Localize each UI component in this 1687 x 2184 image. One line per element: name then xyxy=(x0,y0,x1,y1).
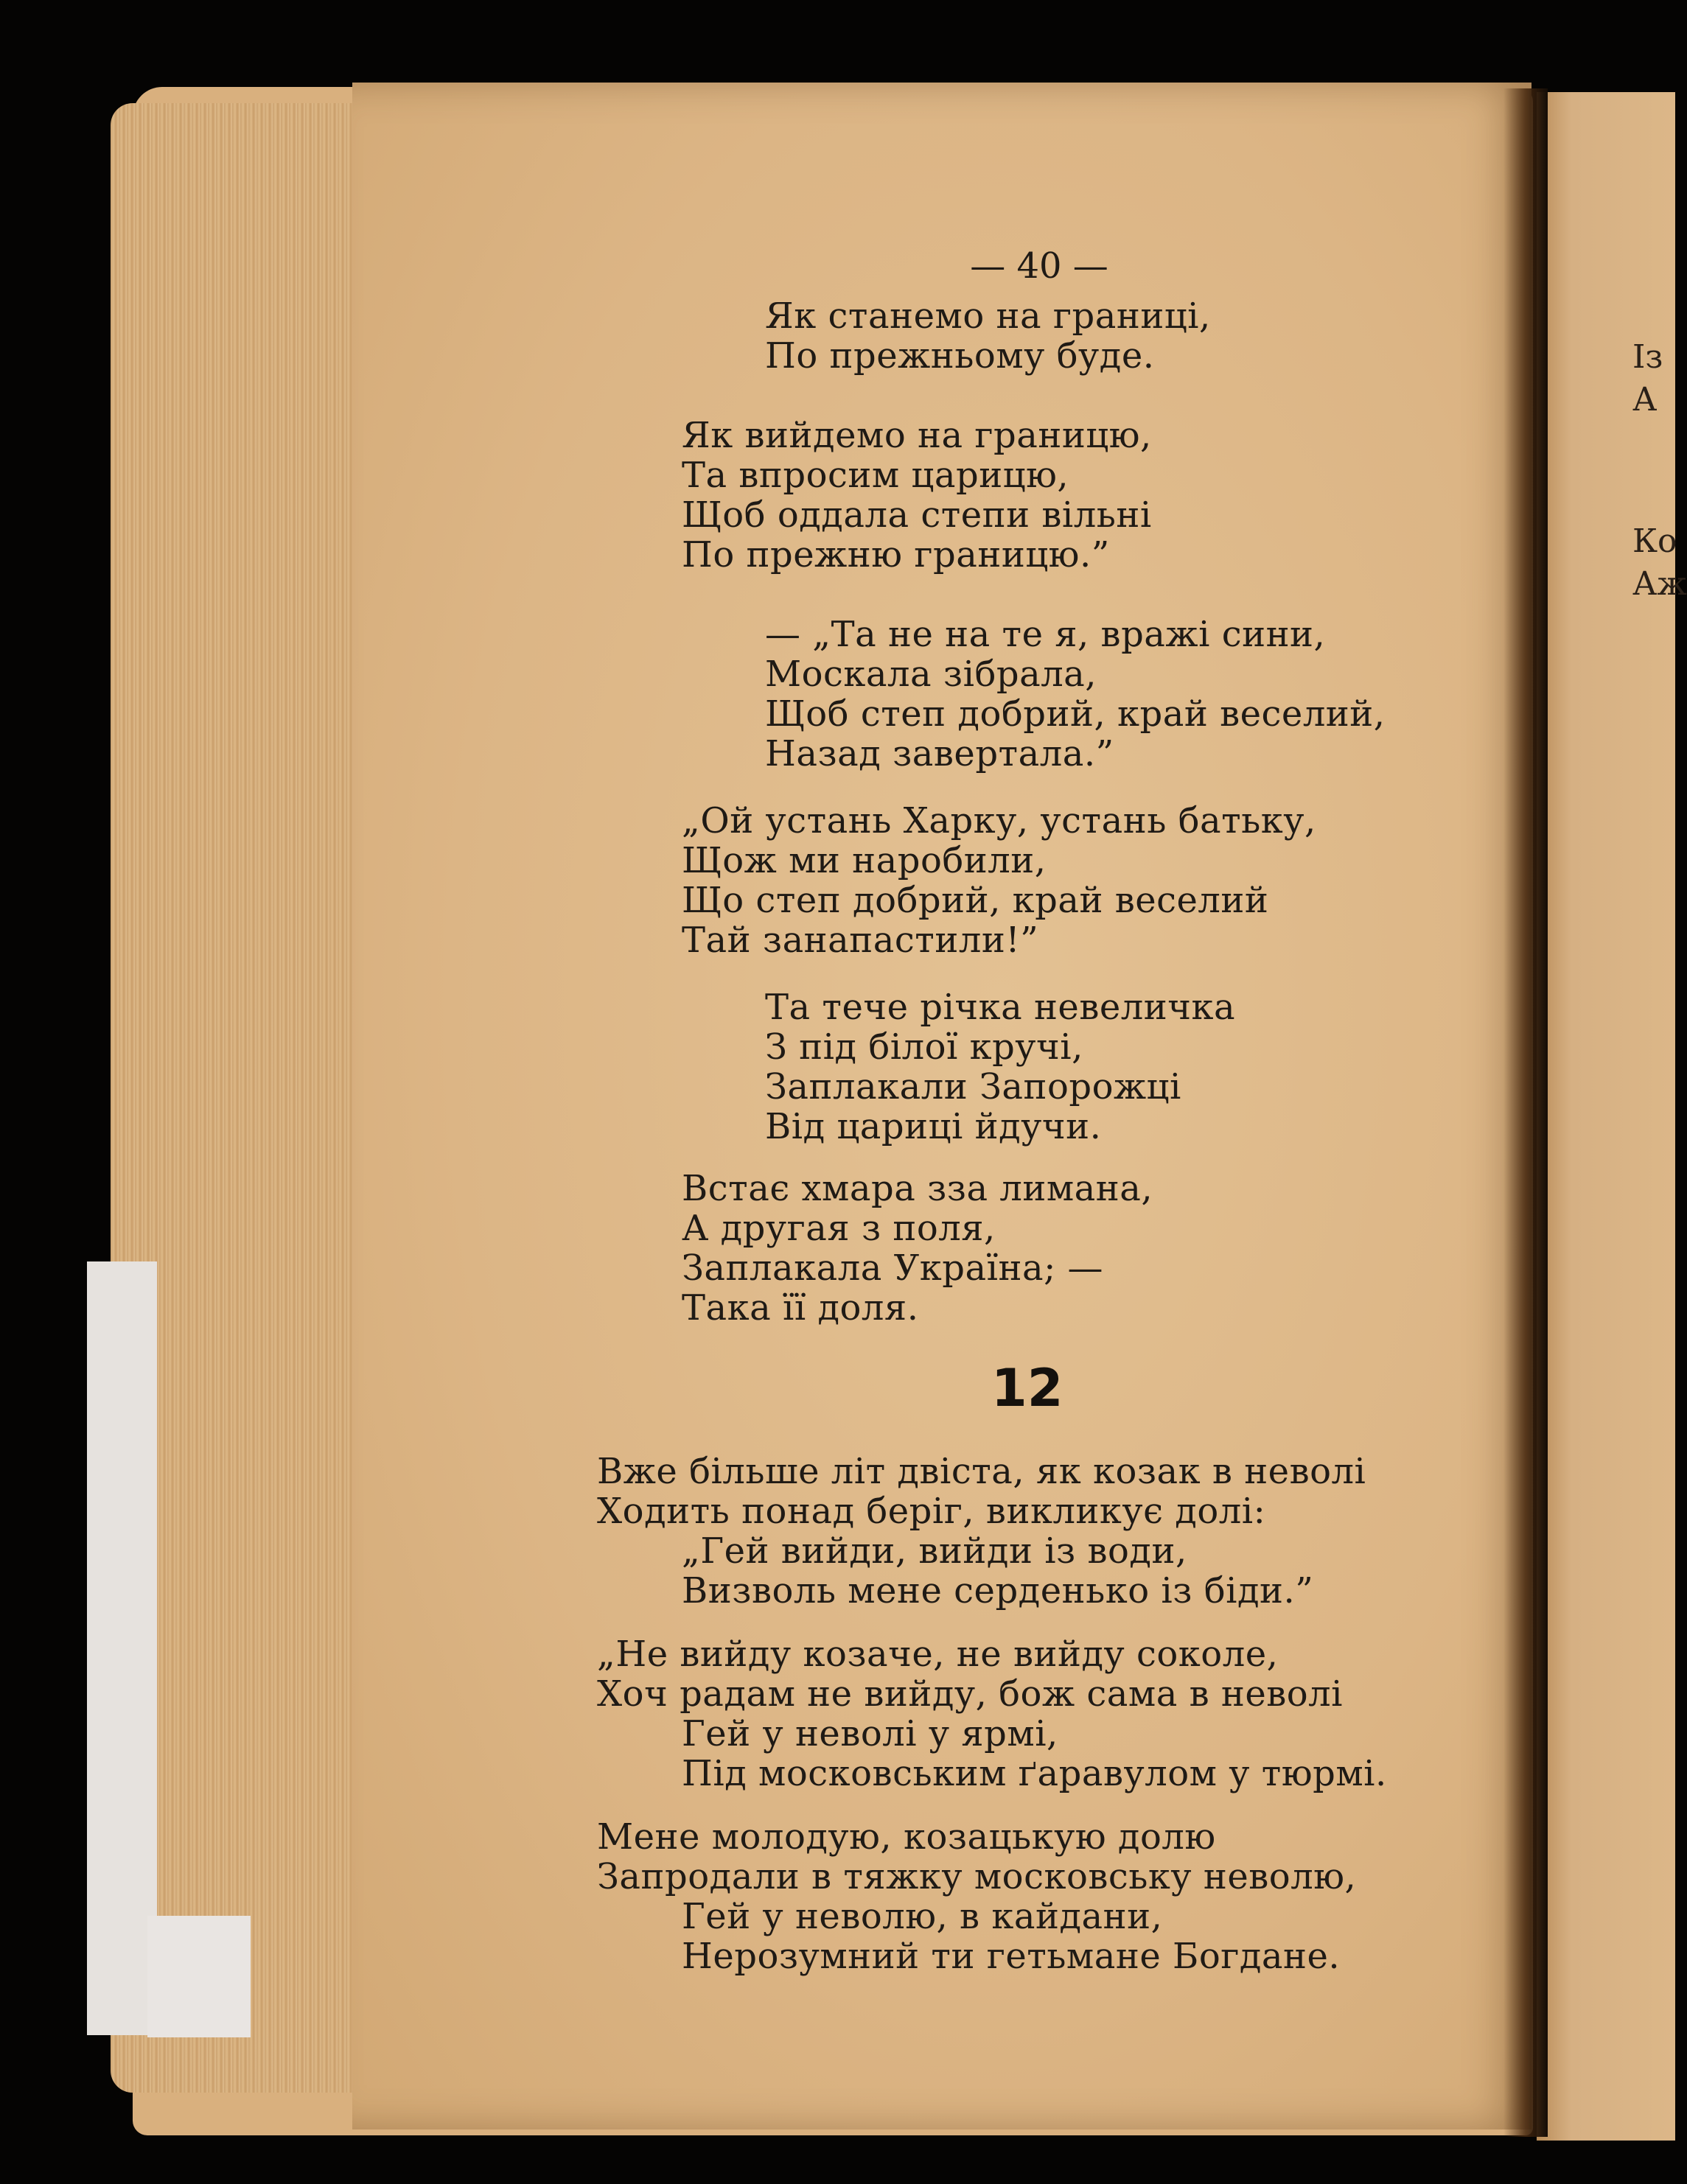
verse-line: Гей у неволі у ярмі, xyxy=(682,1713,1058,1754)
verse-line: Ходить понад беріг, викликує долі: xyxy=(597,1491,1266,1532)
page-number: — 40 — xyxy=(970,245,1108,287)
verse-line: Встає хмара зза лимана, xyxy=(682,1168,1153,1209)
verse-line: Як вийдемо на границю, xyxy=(682,415,1152,456)
verse-line: Та тече річка невеличка xyxy=(765,987,1236,1028)
verse-line: Гей у неволю, в кайдани, xyxy=(682,1896,1163,1937)
verse-line: Мене молодую, козацькую долю xyxy=(597,1816,1216,1858)
facing-fragment: А xyxy=(1632,381,1658,419)
verse-line: Москала зібрала, xyxy=(765,654,1097,695)
verse-line: По прежню границю.” xyxy=(682,534,1110,575)
verse-line: Від цариці йдучи. xyxy=(765,1106,1102,1147)
verse-line: Під московським ґаравулом у тюрмі. xyxy=(682,1753,1387,1794)
verse-line: Заплакала Україна; — xyxy=(682,1247,1104,1289)
verse-line: „Гей вийди, вийди із води, xyxy=(682,1530,1187,1572)
verse-line: — „Та не на те я, вражі сини, xyxy=(765,614,1326,655)
verse-line: Тай занапастили!” xyxy=(682,920,1039,961)
verse-line: Така її доля. xyxy=(682,1287,919,1329)
paper-strip xyxy=(87,1261,157,2035)
verse-line: Нерозумний ти гетьмане Богдане. xyxy=(682,1936,1341,1977)
song-number: 12 xyxy=(991,1358,1063,1418)
verse-line: Щож ми наробили, xyxy=(682,840,1047,881)
verse-line: З під білої кручі, xyxy=(765,1026,1083,1068)
verse-line: „Ой устань Харку, устань батьку, xyxy=(682,800,1316,841)
verse-line: Як станемо на границі, xyxy=(765,295,1211,337)
verse-line: Вже більше літ двіста, як козак в неволі xyxy=(597,1451,1366,1492)
verse-line: Та впросим царицю, xyxy=(682,455,1069,496)
verse-line: Назад завертала.” xyxy=(765,733,1114,774)
facing-fragment: Аж xyxy=(1632,565,1687,603)
verse-line: Заплакали Запорожці xyxy=(765,1066,1181,1107)
facing-page xyxy=(1537,92,1687,2141)
facing-fragment: Із xyxy=(1632,338,1663,376)
book-gutter xyxy=(1503,88,1548,2137)
verse-line: По прежньому буде. xyxy=(765,335,1155,377)
verse-line: Визволь мене серденько із біди.” xyxy=(682,1570,1314,1611)
facing-fragment: Ко xyxy=(1632,522,1677,560)
paper-strip-corner xyxy=(147,1916,251,2037)
verse-line: Що степ добрий, край веселий xyxy=(682,880,1269,921)
verse-line: Щоб степ добрий, край веселий, xyxy=(765,693,1386,735)
verse-line: А другая з поля, xyxy=(682,1208,996,1249)
verse-line: Хоч радам не вийду, бож сама в неволі xyxy=(597,1673,1344,1715)
verse-line: Щоб оддала степи вільні xyxy=(682,494,1152,536)
verse-line: Запродали в тяжку московську неволю, xyxy=(597,1856,1357,1897)
verse-line: „Не вийду козаче, не вийду соколе, xyxy=(597,1634,1279,1675)
